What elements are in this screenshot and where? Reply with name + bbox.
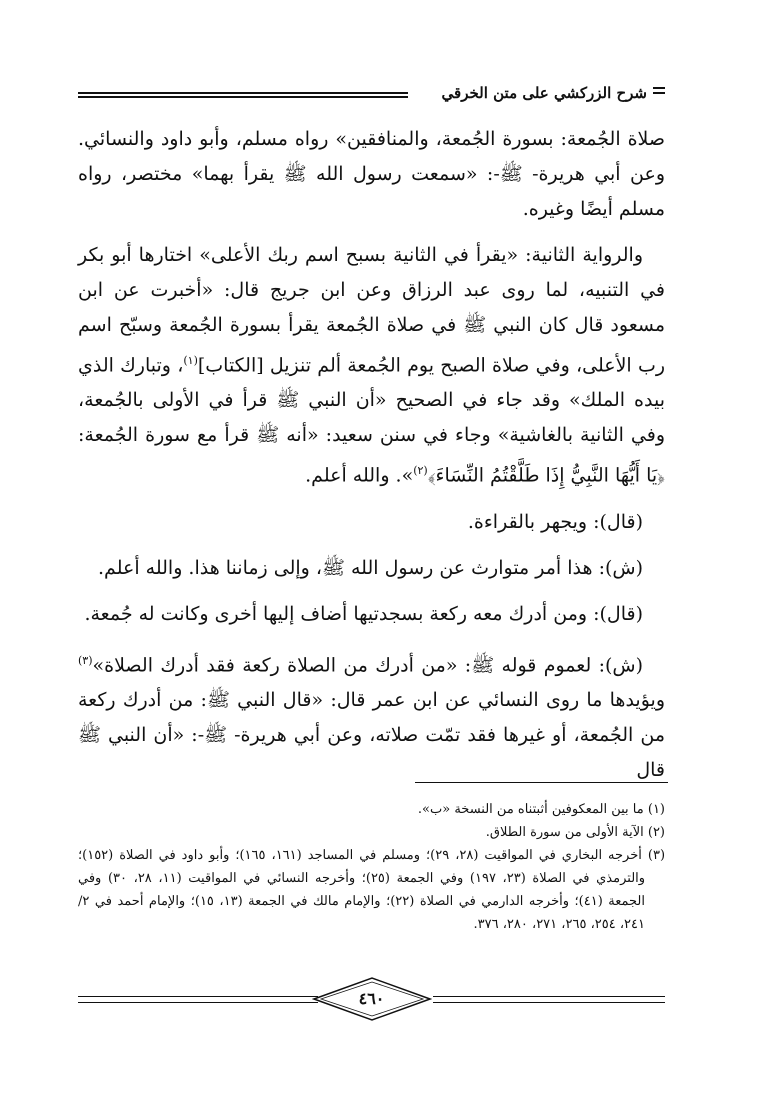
footnotes <box>78 798 665 936</box>
header-double-rule <box>78 92 408 100</box>
footnote-3: (٣) أخرجه البخاري في المواقيت (٢٨، ٢٩)؛ ومسلم في المساجد (١٦١، ١٦٥)؛ وأبو داود في الصلاة (١٥٢)؛ والترمذي في الصلاة (٢٣، ١٩٧) وفي الجمعة (٢٥)؛ وأخرجه النسائي في المواقيت (١١، ٢٨، ٣٠) وفي الجمعة (٤١)؛ وأخرجه الدارمي في الصلاة (٢٢)؛ والإمام مالك في الجمعة (١٣، ١٥)؛ والإمام أحمد في ٢/ ٢٤١، ٢٥٤، ٢٦٥، ٢٧١، ٢٨٠، ٣٧٦. <box>78 848 666 932</box>
paragraph-2-part-1: والرواية الثانية: «يقرأ في الثانية بسبح اسم ربك الأعلى» اختارها أبو بكر في التنبيه، لما روى عبد الرزاق وعن ابن جريج قال: «أخبرت عن ابن مسعود قال كان النبي ﷺ في صلاة الجُمعة يقرأ بسورة الجُمعة وسبّح اسم رب الأعلى، وفي صلاة الصبح يوم الجُمعة ألم تنزيل [الكتاب] <box>78 244 666 377</box>
paragraph-3: (قال): ويجهر بالقراءة. <box>467 510 643 533</box>
paragraph-2 <box>78 238 665 494</box>
paragraph-1: صلاة الجُمعة: بسورة الجُمعة، والمنافقين» رواه مسلم، وأبو داود والنسائي. وعن أبي هريرة- ﷺ-: «سمعت رسول الله ﷺ يقرأ بهما» مختصر، رواه مسلم أيضًا وغيره. <box>78 128 665 220</box>
paragraph-2-part-2: ، وتبارك الذي بيده الملك» وقد جاء في الصحيح «أن النبي ﷺ قرأ في الأولى بالجُمعة، وفي الثانية بالغاشية» وجاء في سنن سعيد: «أنه ﷺ قرأ مع سورة الجُمعة: ﴿يَا أَيُّهَا النَّبِيُّ إِذَا طَلَّقْتُمُ النِّسَاءَ﴾ <box>78 354 665 487</box>
paragraph-6-part-1: (ش): لعموم قوله ﷺ: «من أدرك من الصلاة ركعة فقد أدرك الصلاة» <box>92 653 643 676</box>
header-ornament-mark <box>653 87 665 97</box>
footnote-marker-3: (٣) <box>78 653 93 667</box>
paragraph-5: (قال): ومن أدرك معه ركعة بسجدتيها أضاف إليها أخرى وكانت له جُمعة. <box>84 602 643 625</box>
footnote-2: (٢) الآية الأولى من سورة الطلاق. <box>485 825 665 840</box>
footnote-marker-1: (١) <box>183 354 198 367</box>
running-header <box>78 84 665 106</box>
page-number: ٤٦٠ <box>358 989 385 1008</box>
paragraph-6 <box>78 643 665 788</box>
footnote-1: (١) ما بين المعكوفين أثبتناه من النسخة «ب». <box>417 802 665 817</box>
paragraph-4: (ش): هذا أمر متوارث عن رسول الله ﷺ، وإلى زماننا هذا. والله أعلم. <box>98 556 643 579</box>
main-text <box>78 122 665 788</box>
footnote-separator <box>415 782 668 783</box>
paragraph-6-part-2: ويؤيدها ما روى النسائي عن ابن عمر قال: «قال النبي ﷺ: من أدرك ركعة من الجُمعة، أو غيرها فقد تمّت صلاته، وعن أبي هريرة- ﷺ-: «أن النبي ﷺ قال <box>78 688 665 781</box>
header-title: شرح الزركشي على متن الخرقي <box>432 84 647 102</box>
page-footer <box>78 976 665 1022</box>
paragraph-2-part-3: ». والله أعلم. <box>305 464 414 487</box>
footnote-marker-2: (٢) <box>413 464 428 478</box>
